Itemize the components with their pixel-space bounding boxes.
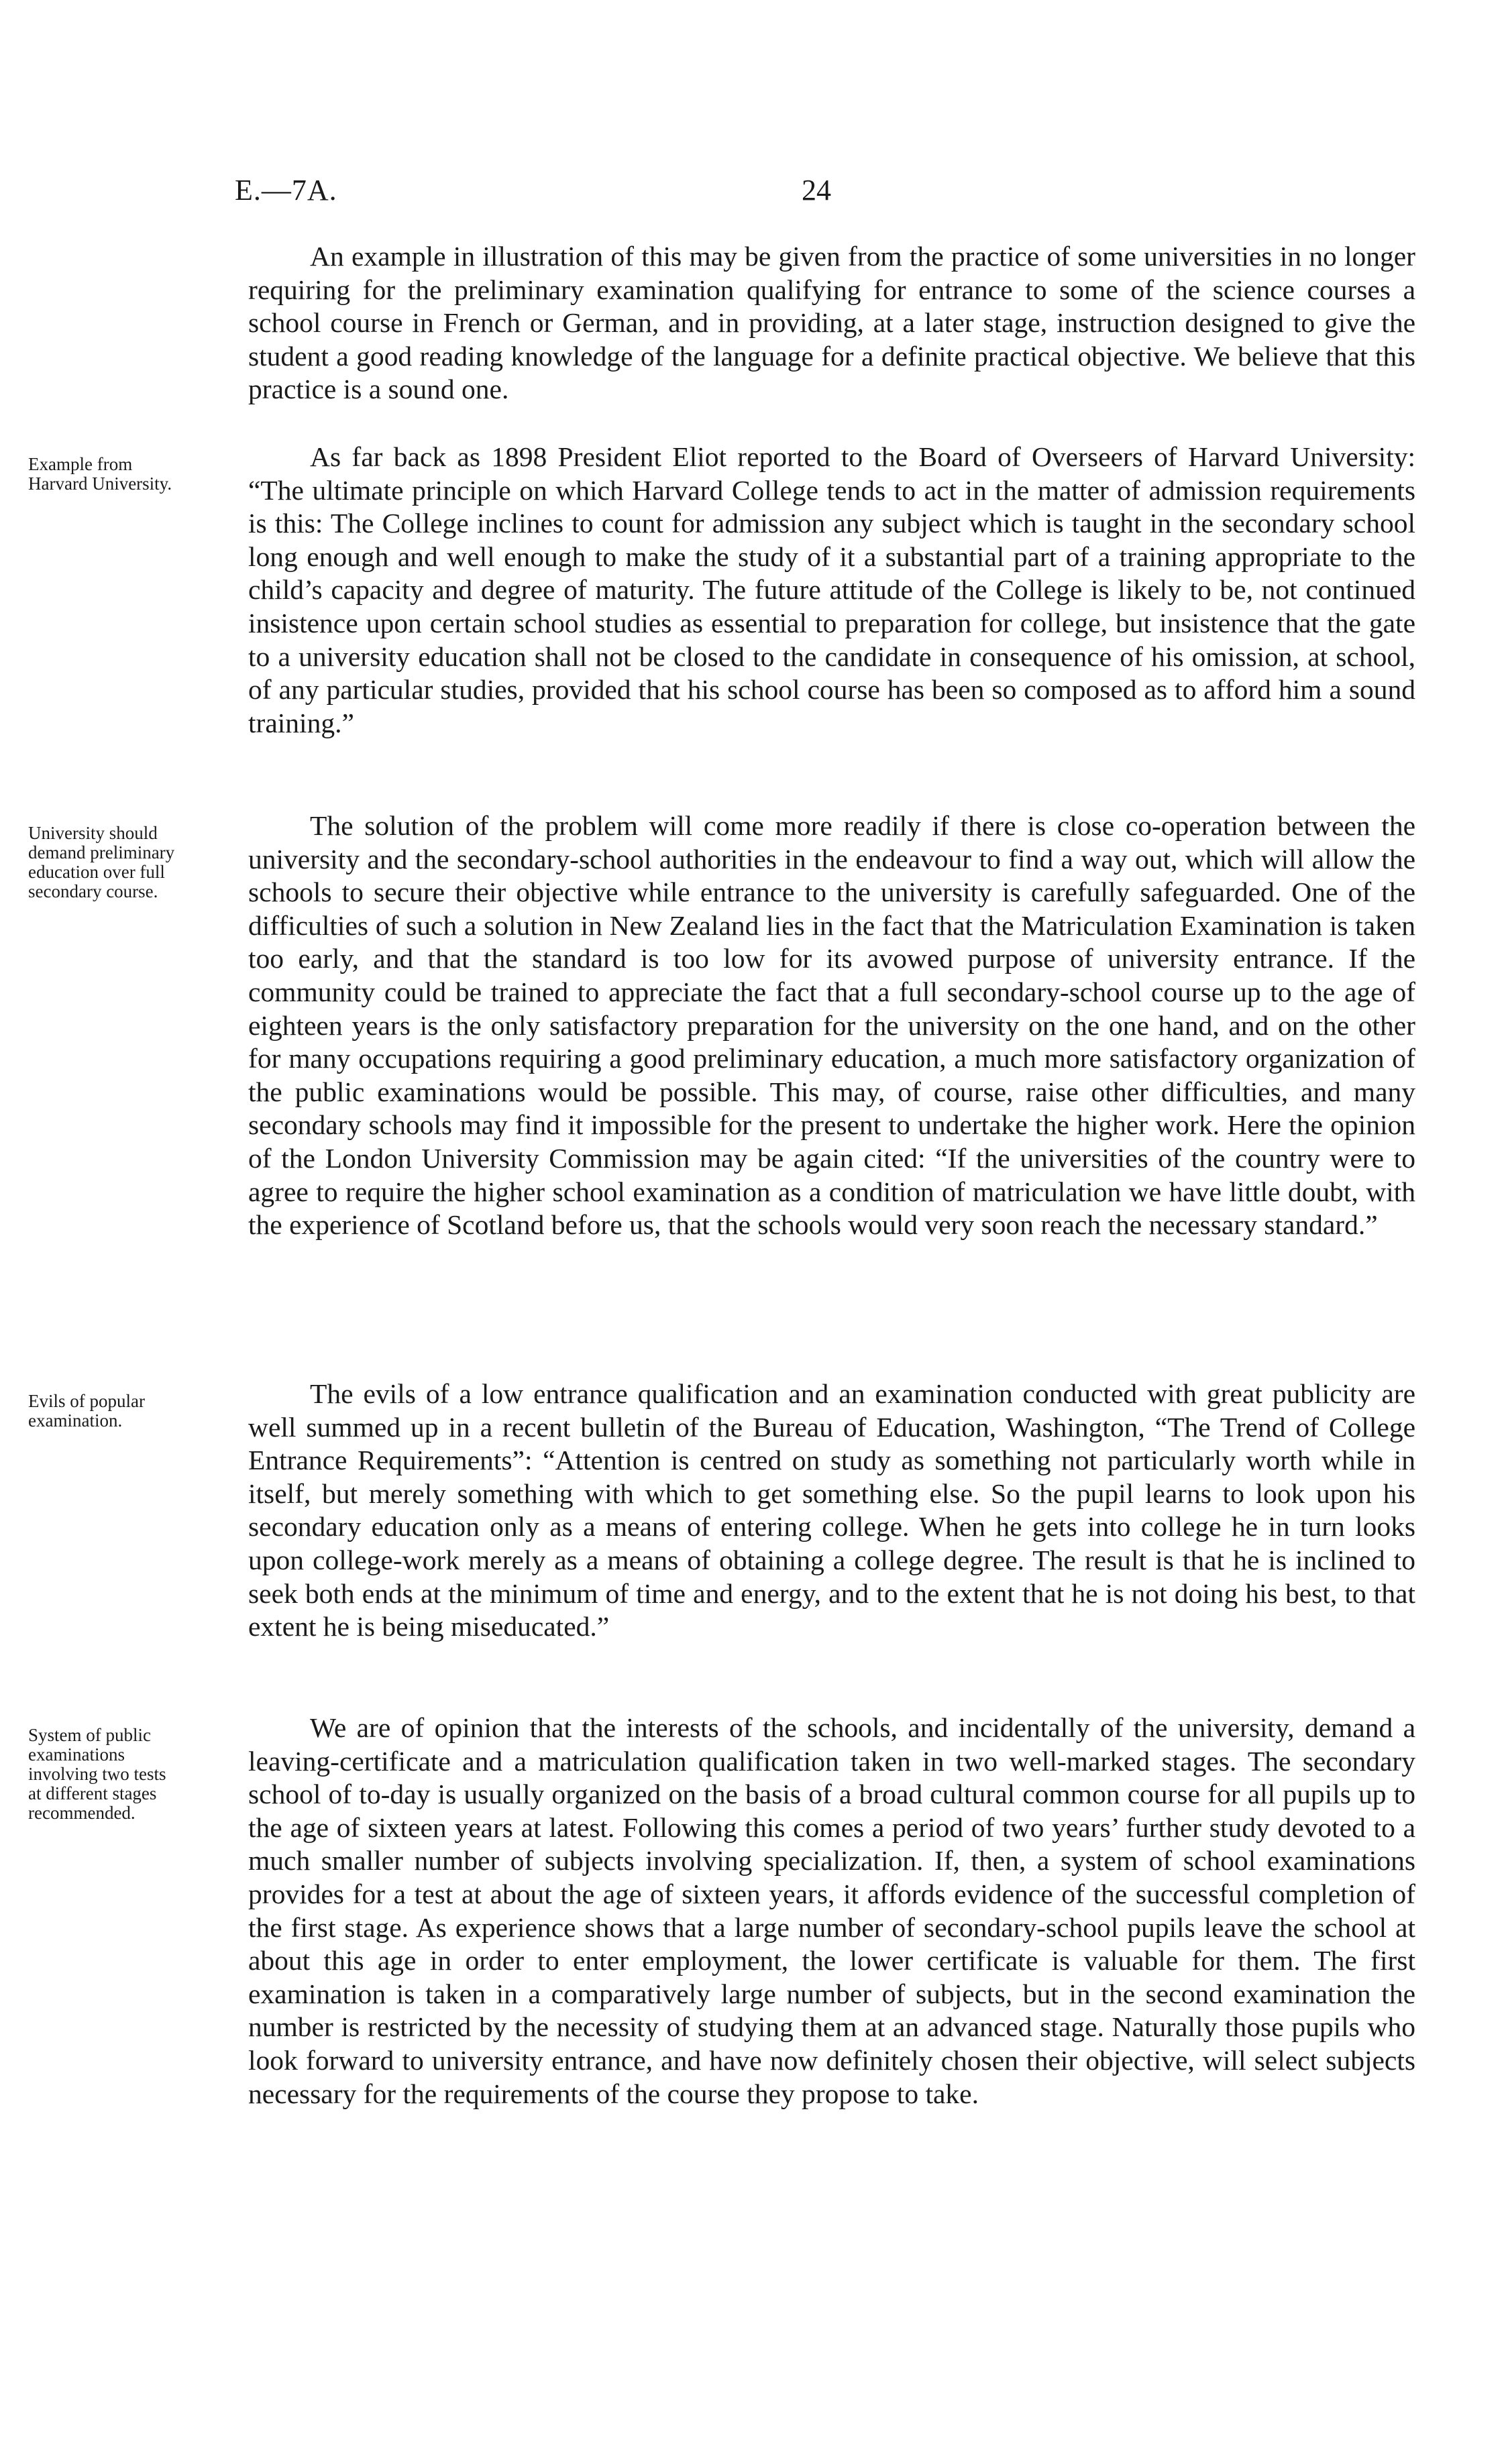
document-reference: E.—7A.: [235, 174, 337, 207]
paragraph-1-block: [248, 240, 1415, 406]
side-note-line: education over full: [28, 862, 165, 882]
paragraph-5-block: [248, 1712, 1415, 2111]
side-note-harvard: [28, 455, 236, 494]
paragraph-4-block: [248, 1378, 1415, 1644]
side-note-line: demand preliminary: [28, 842, 175, 862]
paragraph-two-stages: We are of opinion that the interests of the schools, and incidentally of the university, demand a leaving-certificate and a matriculation qualification taken in two well-marked stages. The secondary school of to-day is usually organized on the basis of a broad cultural common course for all pupils up to the age of sixteen years at latest. Following this comes a period of two years’ further study devoted to a much smaller number of subjects involving specialization. If, then, a system of school examinations provides for a test at about the age of sixteen years, it affords evidence of the successful completion of the first stage. As experience shows that a large number of secondary-school pupils leave the school at about this age in order to enter employment, the lower certificate is valuable for them. The first examination is taken in a comparatively large number of subjects, but in the second examination the number is restricted by the necessity of studying them at an advanced stage. Naturally those pupils who look forward to university entrance, and have now definitely chosen their objective, will select subjects necessary for the requirements of the course they propose to take.: [248, 1712, 1415, 2109]
side-note-university: [28, 824, 236, 901]
side-note-line: Evils of popular: [28, 1391, 145, 1411]
paragraph-2-block: [248, 441, 1415, 740]
side-note-evils: [28, 1392, 236, 1431]
side-note-line: Harvard University.: [28, 473, 172, 494]
paragraph-3-block: [248, 809, 1415, 1242]
paragraph-intro: An example in illustration of this may be given from the practice of some universities in no longer requiring for the preliminary examination qualifying for entrance to some of the science courses a school course in French or German, and in providing, at a later stage, instruction designed to give the student a good reading knowledge of the language for a definite practical objective. We believe that this practice is a sound one.: [248, 241, 1415, 405]
paragraph-evils: The evils of a low entrance qualification and an examination conducted with great publicity are well summed up in a recent bulletin of the Bureau of Education, Washington, “The Trend of College Entrance Requirements”: “Attention is centred on study as something not particularly worth while in itself, but merely something with which to get something else. So the pupil learns to look upon his secondary education only as a means of entering college. When he gets into college he in turn looks upon college-work merely as a means of obtaining a college degree. The result is that he is inclined to seek both ends at the minimum of time and energy, and to the extent that he is not doing his best, to that extent he is being miseducated.”: [248, 1378, 1415, 1642]
side-note-line: System of public: [28, 1725, 151, 1745]
side-note-line: examination.: [28, 1410, 123, 1431]
side-note-line: Example from: [28, 454, 133, 474]
paragraph-harvard: As far back as 1898 President Eliot reported to the Board of Overseers of Harvard University: “The ultimate principle on which Harvard College tends to act in the matter of admission requirements is this: The College inclines to count for admission any subject which is taught in the secondary school long enough and well enough to make the study of it a substantial part of a training appropriate to the child’s capacity and degree of maturity. The future attitude of the College is likely to be, not continued insistence upon certain school studies as essential to preparation for college, but insistence that the gate to a university education shall not be closed to the candidate in consequence of his omission, at school, of any particular studies, provided that his school course has been so composed as to afford him a sound training.”: [248, 441, 1415, 738]
side-note-line: recommended.: [28, 1803, 136, 1823]
side-note-line: examinations: [28, 1744, 125, 1765]
side-note-line: involving two tests: [28, 1764, 166, 1784]
page-number: 24: [802, 174, 831, 207]
side-note-system: [28, 1726, 236, 1823]
paragraph-co-operation: The solution of the problem will come more readily if there is close co-operation between the university and the secondary-school authorities in the endeavour to find a way out, which will allow the schools to secure their objective while entrance to the university is carefully safeguarded. One of the difficulties of such a solution in New Zealand lies in the fact that the Matriculation Examination is taken too early, and that the standard is too low for its avowed purpose of university entrance. If the community could be trained to appreciate the fact that a full secondary-school course up to the age of eighteen years is the only satisfactory preparation for the university on the one hand, and on the other for many occupations requiring a good preliminary education, a much more satisfactory organization of the public examinations would be possible. This may, of course, raise other difficulties, and many secondary schools may find it impossible for the present to undertake the higher work. Here the opinion of the London University Commission may be again cited: “If the universities of the country were to agree to require the higher school examination as a condition of matriculation we have little doubt, with the experience of Scotland before us, that the schools would very soon reach the necessary standard.”: [248, 810, 1415, 1241]
side-note-line: at different stages: [28, 1783, 157, 1803]
side-note-line: secondary course.: [28, 881, 158, 901]
side-note-line: University should: [28, 823, 158, 843]
page-header: [0, 173, 1506, 220]
